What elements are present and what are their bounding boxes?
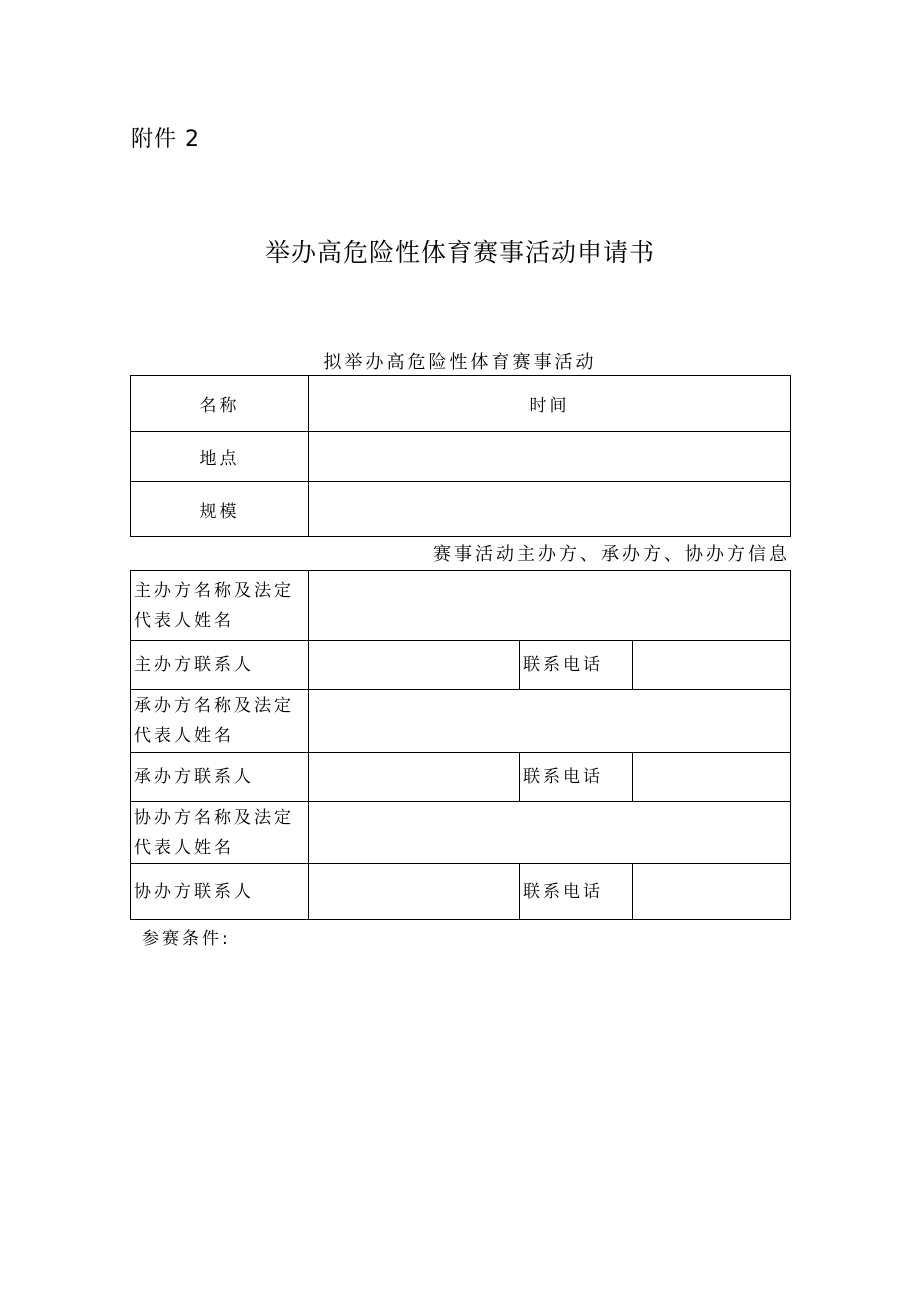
- table-row: [131, 482, 791, 537]
- table-row: [131, 376, 791, 432]
- host-phone-field[interactable]: [633, 641, 791, 690]
- event-section-caption: 拟举办高危险性体育赛事活动: [323, 352, 597, 373]
- co-organizer-phone-label: 联系电话: [520, 864, 633, 920]
- co-organizer-contact-label: 协办方联系人: [131, 864, 309, 920]
- co-organizer-phone-field[interactable]: [633, 864, 791, 920]
- undertaker-phone-field[interactable]: [633, 753, 791, 802]
- undertaker-contact-label: 承办方联系人: [131, 753, 309, 802]
- table-row: [131, 864, 791, 920]
- event-location-field[interactable]: [309, 432, 791, 482]
- table-row: [131, 802, 791, 864]
- host-name-field[interactable]: [309, 571, 791, 641]
- table-row: [131, 690, 791, 753]
- host-contact-label: 主办方联系人: [131, 641, 309, 690]
- event-location-label: 地点: [131, 432, 309, 482]
- organizer-table: [130, 570, 791, 920]
- event-table: [130, 375, 791, 537]
- undertaker-contact-field[interactable]: [309, 753, 520, 802]
- host-name-label: 主办方名称及法定代表人姓名: [131, 571, 309, 641]
- host-phone-label: 联系电话: [520, 641, 633, 690]
- co-organizer-contact-field[interactable]: [309, 864, 520, 920]
- organizer-section-caption: 赛事活动主办方、承办方、协办方信息: [433, 544, 790, 565]
- document-title: 举办高危险性体育赛事活动申请书: [264, 238, 655, 267]
- event-scale-label: 规模: [131, 482, 309, 537]
- conditions-label: 参赛条件:: [142, 929, 231, 949]
- co-organizer-name-label: 协办方名称及法定代表人姓名: [131, 802, 309, 864]
- attachment-label: 附件 2: [131, 127, 200, 152]
- undertaker-phone-label: 联系电话: [520, 753, 633, 802]
- table-row: [131, 753, 791, 802]
- co-organizer-name-field[interactable]: [309, 802, 791, 864]
- table-row: [131, 432, 791, 482]
- undertaker-name-field[interactable]: [309, 690, 791, 753]
- event-scale-field[interactable]: [309, 482, 791, 537]
- table-row: [131, 571, 791, 641]
- undertaker-name-label: 承办方名称及法定代表人姓名: [131, 690, 309, 753]
- event-name-label: 名称: [131, 376, 309, 432]
- event-time-label[interactable]: 时间: [309, 376, 791, 432]
- table-row: [131, 641, 791, 690]
- host-contact-field[interactable]: [309, 641, 520, 690]
